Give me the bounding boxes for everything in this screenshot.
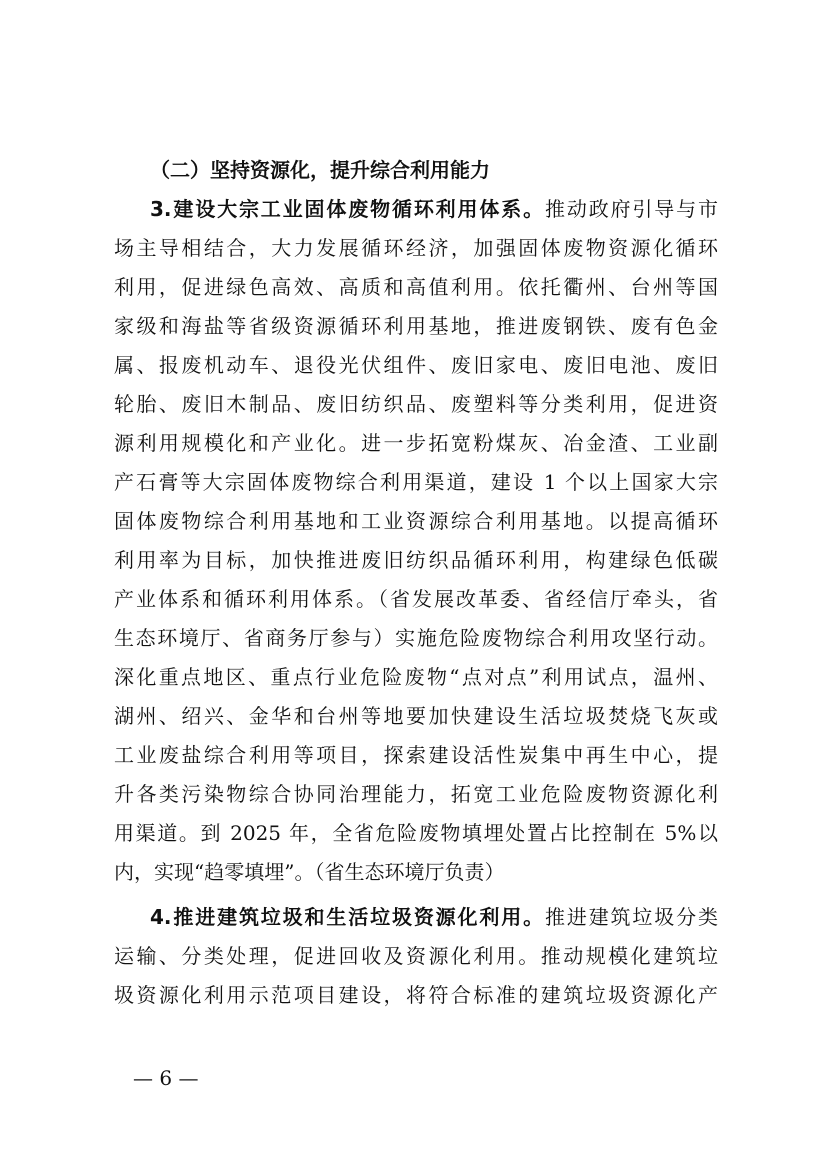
paragraph-line: 用渠道。到 2025 年，全省危险废物填埋处置占比控制在 5%以 (114, 821, 718, 845)
paragraph-line (114, 190, 718, 229)
paragraph-line: 产石膏等大宗固体废物综合利用渠道，建设 1 个以上国家大宗 (114, 470, 718, 494)
paragraph-line: 利用率为目标，加快推进废旧纺织品循环利用，构建绿色低碳 (114, 548, 718, 572)
paragraph-line: 场主导相结合，大力发展循环经济，加强固体废物资源化循环 (114, 236, 718, 260)
paragraph-line: 产业体系和循环利用体系。（省发展改革委、省经信厅牵头，省 (114, 587, 718, 611)
paragraph-lead: 3.建设大宗工业固体废物循环利用体系。 (150, 197, 545, 221)
paragraph-line: 利用，促进绿色高效、高质和高值利用。依托衢州、台州等国 (114, 275, 718, 299)
paragraph-line: 圾资源化利用示范项目建设，将符合标准的建筑垃圾资源化产 (114, 983, 718, 1007)
paragraph-line: 源利用规模化和产业化。进一步拓宽粉煤灰、冶金渣、工业副 (114, 431, 718, 455)
paragraph-line: 轮胎、废旧木制品、废旧纺织品、废塑料等分类利用，促进资 (114, 392, 718, 416)
paragraph-line: 家级和海盐等省级资源循环利用基地，推进废钢铁、废有色金 (114, 314, 718, 338)
paragraph-line: 属、报废机动车、退役光伏组件、废旧家电、废旧电池、废旧 (114, 353, 718, 377)
paragraph-text: 推进建筑垃圾分类 (544, 905, 718, 929)
page-number: — 6 — (133, 1066, 199, 1090)
paragraph-line: 内，实现“趋零填埋”。（省生态环境厅负责） (114, 860, 505, 884)
paragraph-lead: 4.推进建筑垃圾和生活垃圾资源化利用。 (150, 905, 545, 929)
paragraph-3 (114, 190, 718, 892)
paragraph-line: 深化重点地区、重点行业危险废物“点对点”利用试点，温州、 (114, 665, 718, 689)
section-heading: （二）坚持资源化，提升综合利用能力 (150, 158, 490, 182)
paragraph-line: 湖州、绍兴、金华和台州等地要加快建设生活垃圾焚烧飞灰或 (114, 704, 718, 728)
body-text (114, 151, 718, 1015)
paragraph-line: 生态环境厅、省商务厅参与）实施危险废物综合利用攻坚行动。 (114, 626, 718, 650)
paragraph-line: 固体废物综合利用基地和工业资源综合利用基地。以提高循环 (114, 509, 718, 533)
paragraph-text: 推动政府引导与市 (544, 197, 718, 221)
paragraph-line: 升各类污染物综合协同治理能力，拓宽工业危险废物资源化利 (114, 782, 718, 806)
paragraph-line: 工业废盐综合利用等项目，探索建设活性炭集中再生中心，提 (114, 743, 718, 767)
paragraph-4 (114, 898, 718, 1015)
paragraph-line (114, 898, 718, 937)
paragraph-line: 运输、分类处理，促进回收及资源化利用。推动规模化建筑垃 (114, 944, 718, 968)
